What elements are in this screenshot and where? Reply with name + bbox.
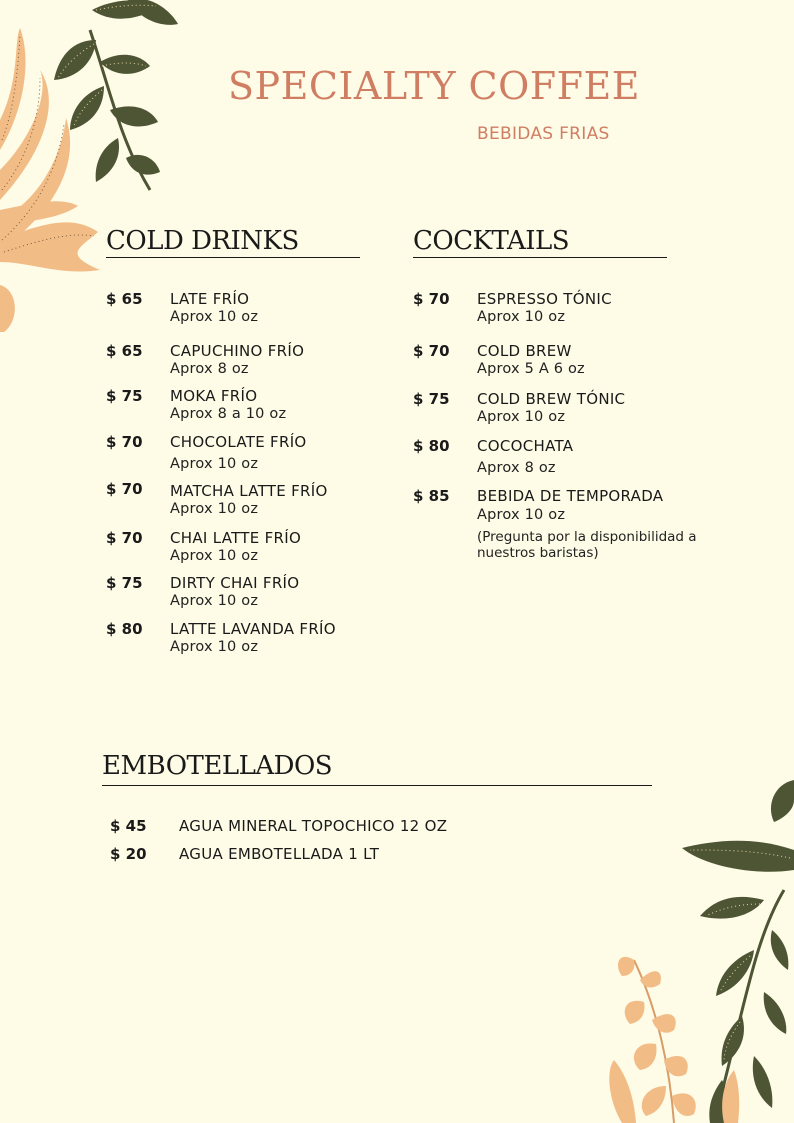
item-price: $ 75 (413, 390, 450, 408)
item-price: $ 70 (413, 290, 450, 308)
item-name: COCOCHATA (477, 437, 574, 455)
item-size: Aprox 10 oz (170, 639, 259, 655)
item-name: COLD BREW TÓNIC (477, 390, 626, 408)
item-size: Aprox 10 oz (170, 309, 259, 325)
item-price: $ 65 (106, 342, 143, 360)
item-price: $ 70 (413, 342, 450, 360)
bottled-heading: EMBOTELLADOS (102, 751, 333, 781)
cocktails-divider (413, 257, 667, 258)
item-name: AGUA MINERAL TOPOCHICO 12 OZ (179, 817, 448, 835)
item-price: $ 80 (106, 620, 143, 638)
item-name: MOKA FRÍO (170, 387, 258, 405)
item-size: Aprox 8 oz (477, 460, 556, 476)
item-size: Aprox 10 oz (477, 409, 566, 425)
page-title: SPECIALTY COFFEE (228, 64, 640, 108)
item-price: $ 20 (110, 845, 147, 863)
item-size: Aprox 10 oz (170, 548, 259, 564)
item-name: COLD BREW (477, 342, 572, 360)
item-price: $ 80 (413, 437, 450, 455)
item-price: $ 45 (110, 817, 147, 835)
item-name: BEBIDA DE TEMPORADA (477, 487, 664, 505)
item-size: Aprox 8 oz (170, 361, 249, 377)
item-name: CAPUCHINO FRÍO (170, 342, 305, 360)
item-price: $ 70 (106, 480, 143, 498)
item-name: CHOCOLATE FRÍO (170, 433, 307, 451)
item-size: Aprox 5 A 6 oz (477, 361, 585, 377)
item-price: $ 75 (106, 574, 143, 592)
item-price: $ 70 (106, 529, 143, 547)
item-name: AGUA EMBOTELLADA 1 LT (179, 845, 380, 863)
item-name: MATCHA LATTE FRÍO (170, 482, 328, 500)
item-size: Aprox 10 oz (477, 507, 566, 523)
item-price: $ 65 (106, 290, 143, 308)
leaf-decoration-top-left (0, 0, 200, 340)
item-name: DIRTY CHAI FRÍO (170, 574, 300, 592)
item-size: Aprox 10 oz (170, 593, 259, 609)
item-size: Aprox 10 oz (170, 501, 259, 517)
item-note: (Pregunta por la disponibilidad a nuestros baristas) (477, 529, 697, 561)
item-price: $ 75 (106, 387, 143, 405)
item-price: $ 85 (413, 487, 450, 505)
item-price: $ 70 (106, 433, 143, 451)
item-size: Aprox 8 a 10 oz (170, 406, 287, 422)
bottled-divider (102, 785, 652, 786)
cold-drinks-heading: COLD DRINKS (106, 226, 299, 256)
item-name: LATE FRÍO (170, 290, 250, 308)
item-size: Aprox 10 oz (170, 456, 259, 472)
item-name: ESPRESSO TÓNIC (477, 290, 612, 308)
page-subtitle: BEBIDAS FRIAS (477, 124, 610, 144)
cocktails-heading: COCKTAILS (413, 226, 570, 256)
leaf-decoration-bottom-right (604, 770, 794, 1123)
item-size: Aprox 10 oz (477, 309, 566, 325)
item-name: LATTE LAVANDA FRÍO (170, 620, 336, 638)
item-name: CHAI LATTE FRÍO (170, 529, 302, 547)
cold-drinks-divider (106, 257, 360, 258)
